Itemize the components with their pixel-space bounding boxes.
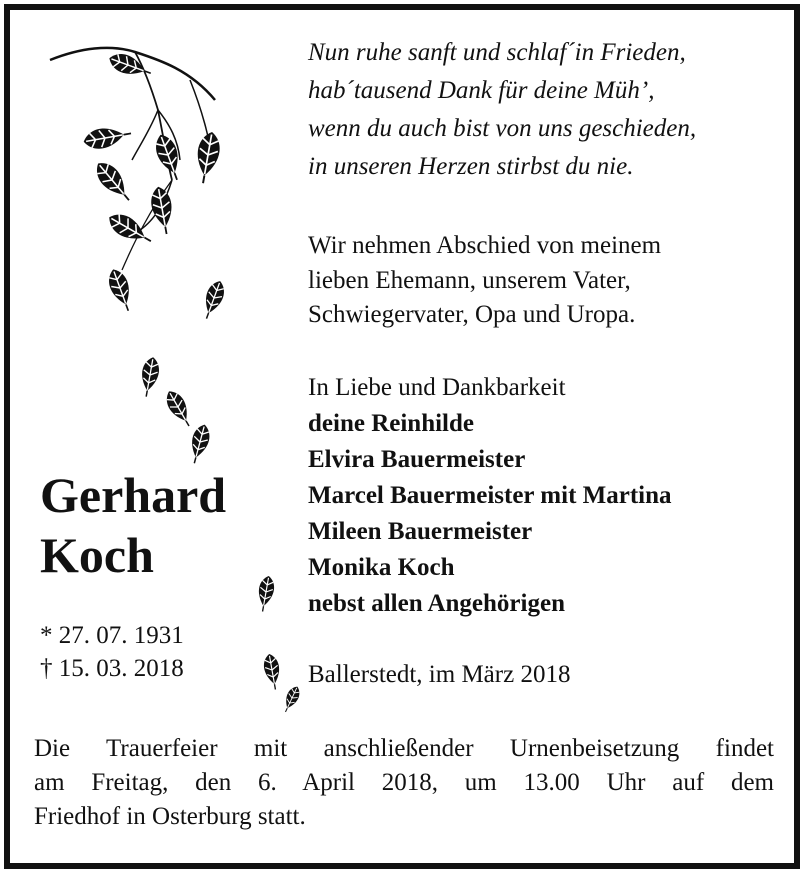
farewell-line: Wir nehmen Abschied von meinem bbox=[308, 232, 662, 259]
farewell-line: lieben Ehemann, unserem Vater, bbox=[308, 266, 631, 294]
family-intro: In Liebe und Dankbarkeit bbox=[308, 374, 566, 401]
birth-date: * 27. 07. 1931 bbox=[40, 622, 184, 649]
life-dates bbox=[40, 619, 184, 685]
service-line: Die Trauerfeier mit anschließender Urnenbeisetzung findet bbox=[34, 735, 774, 762]
farewell-statement bbox=[308, 229, 778, 333]
family-member: Marcel Bauermeister mit Martina bbox=[308, 482, 672, 509]
family-signatures bbox=[308, 370, 778, 622]
poem-line: in unseren Herzen stirbst du nie. bbox=[308, 153, 634, 180]
obituary-frame bbox=[4, 4, 800, 869]
poem-line: wenn du auch bist von uns geschieden, bbox=[308, 115, 697, 142]
death-date: † 15. 03. 2018 bbox=[40, 655, 184, 682]
family-member: deine Reinhilde bbox=[308, 410, 474, 437]
service-line: am Freitag, den 6. April 2018, um 13.00 Uhr auf dem bbox=[34, 769, 774, 796]
family-member: Mileen Bauermeister bbox=[308, 518, 533, 545]
farewell-line: Schwiegervater, Opa und Uropa. bbox=[308, 301, 636, 328]
funeral-service-info bbox=[34, 732, 774, 834]
poem-line: Nun ruhe sanft und schlaf´in Frieden, bbox=[308, 39, 686, 66]
deceased-first-name: Gerhard bbox=[40, 467, 227, 523]
deceased-name bbox=[40, 465, 226, 585]
family-member: Monika Koch bbox=[308, 554, 455, 581]
obituary-card bbox=[10, 10, 794, 863]
family-member: nebst allen Angehörigen bbox=[308, 590, 565, 617]
service-line: Friedhof in Osterburg statt. bbox=[34, 803, 306, 830]
family-member: Elvira Bauermeister bbox=[308, 446, 526, 473]
place-date: Ballerstedt, im März 2018 bbox=[308, 661, 571, 688]
poem-line: hab´tausend Dank für deine Müh’, bbox=[308, 77, 655, 104]
deceased-last-name: Koch bbox=[40, 527, 154, 583]
memorial-poem bbox=[308, 34, 778, 186]
